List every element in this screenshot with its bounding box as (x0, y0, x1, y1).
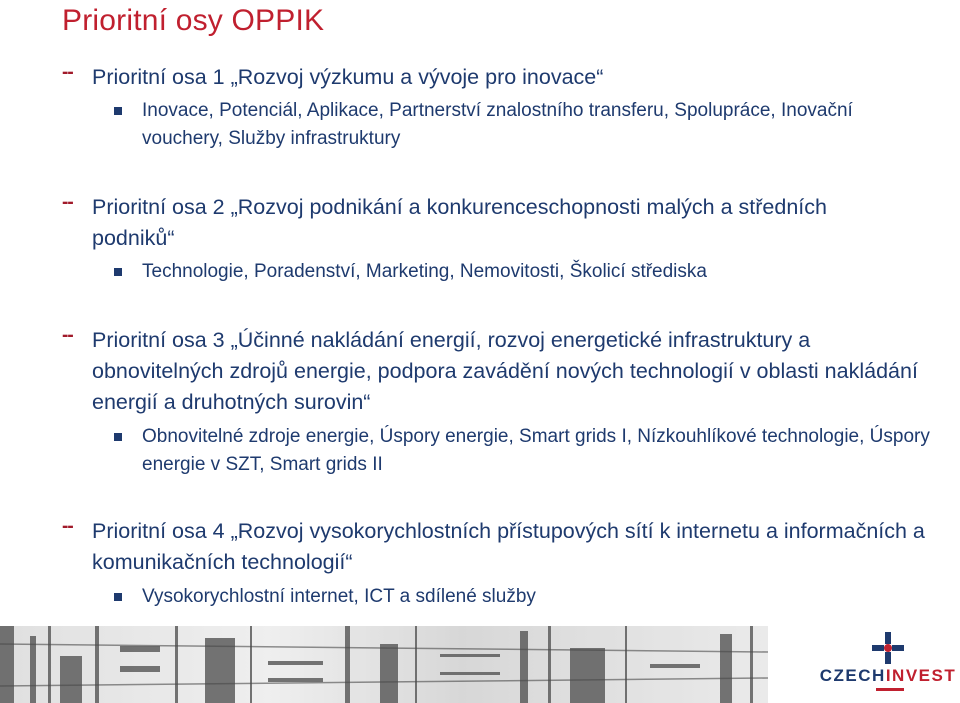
dash-marker-icon: -- (62, 325, 73, 346)
logo-part-invest: INVEST (885, 666, 957, 685)
axis-2 (62, 192, 947, 254)
czechinvest-emblem-icon (818, 628, 958, 668)
square-bullet-icon (114, 593, 122, 601)
logo-part-czech: CZECH (819, 666, 886, 685)
axis-1 (62, 62, 947, 93)
footer-photo-strip (0, 626, 768, 703)
footer-photo-icon (0, 626, 768, 703)
axis-4-subitems (142, 583, 932, 611)
dash-marker-icon: -- (62, 192, 73, 213)
czechinvest-wordmark (818, 666, 958, 686)
axis-3-subitems-text: Obnovitelné zdroje energie, Úspory energie, Smart grids I, Nízkouhlíkové technologie, Úspory energie v SZT, Smart grids II (142, 426, 930, 475)
axis-3 (62, 325, 947, 418)
axis-1-subitems-text: Inovace, Potenciál, Aplikace, Partnerství znalostního transferu, Spolupráce, Inovační vouchery, Služby infrastruktury (142, 100, 853, 149)
axis-4-title: Prioritní osa 4 „Rozvoj vysokorychlostních přístupových sítí k internetu a informačních a komunikačních technologií“ (92, 519, 925, 574)
axis-2-title: Prioritní osa 2 „Rozvoj podnikání a konkurenceschopnosti malých a středních podniků“ (92, 195, 827, 250)
dash-marker-icon: -- (62, 62, 73, 83)
axis-1-title: Prioritní osa 1 „Rozvoj výzkumu a vývoje pro inovace“ (92, 65, 604, 89)
axis-4 (62, 516, 947, 578)
square-bullet-icon (114, 433, 122, 441)
square-bullet-icon (114, 268, 122, 276)
axis-3-subitems (142, 423, 932, 479)
square-bullet-icon (114, 107, 122, 115)
axis-4-subitems-text: Vysokorychlostní internet, ICT a sdílené služby (142, 586, 536, 607)
logo-underline (876, 688, 904, 691)
axis-2-subitems (142, 258, 932, 286)
czechinvest-logo (818, 628, 960, 703)
axis-1-subitems (142, 97, 932, 153)
axis-2-subitems-text: Technologie, Poradenství, Marketing, Nemovitosti, Školicí střediska (142, 261, 707, 282)
axis-3-title: Prioritní osa 3 „Účinné nakládání energií, rozvoj energetické infrastruktury a obnovitelných zdrojů energie, podpora zavádění nových technologií v oblasti nakládání energií a druhotných surovin“ (92, 328, 918, 414)
slide-title: Prioritní osy OPPIK (62, 4, 325, 37)
dash-marker-icon: -- (62, 516, 73, 537)
